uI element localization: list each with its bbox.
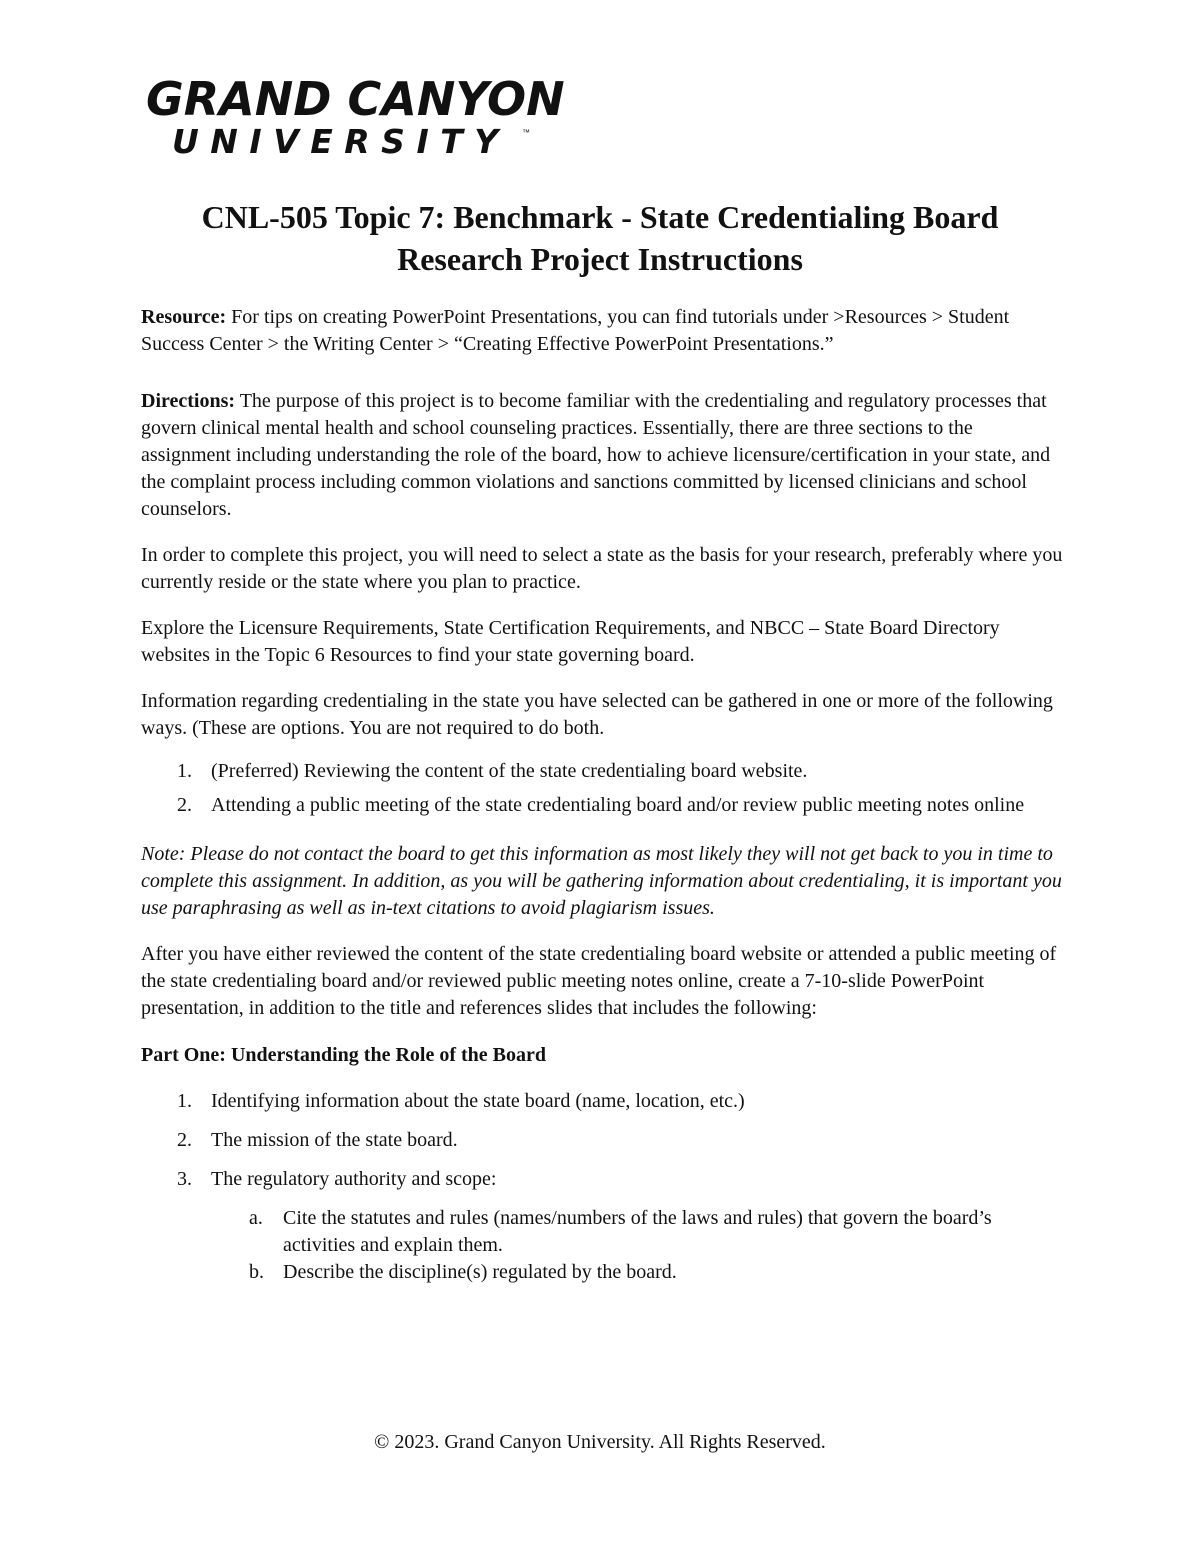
list-item — [141, 756, 1066, 786]
list-item — [141, 1166, 1066, 1286]
copyright-footer: © 2023. Grand Canyon University. All Rights Reserved. — [374, 1431, 826, 1453]
list-item-text: The mission of the state board. — [211, 1129, 458, 1151]
list-item-text: (Preferred) Reviewing the content of the state credentialing board website. — [211, 760, 808, 782]
directions-label: Directions: — [141, 390, 236, 412]
title-line-1: CNL-505 Topic 7: Benchmark - State Credentialing Board — [201, 199, 999, 235]
logo-wordmark-top: GRAND CANYON — [146, 72, 565, 126]
state-selection-paragraph: In order to complete this project, you will need to select a state as the basis for your research, preferably where you currently reside or the state where you plan to practice. — [141, 544, 1063, 593]
document-title — [60, 196, 1140, 280]
list-item — [141, 1088, 1066, 1115]
list-number: 2. — [177, 794, 192, 816]
resource-label: Resource: — [141, 306, 227, 328]
trademark-symbol: ™ — [522, 128, 530, 137]
document-body — [141, 304, 1066, 1298]
sub-list — [211, 1205, 1066, 1286]
sub-list-letter: b. — [249, 1261, 264, 1283]
options-list — [141, 756, 1066, 820]
resource-text: For tips on creating PowerPoint Presentations, you can find tutorials under >Resources > Student Success Center > the Writing Center > “Creating Effective PowerPoint Presentations.” — [141, 306, 1010, 355]
logo-wordmark-bottom: UNIVERSITY — [172, 122, 510, 161]
title-line-2: Research Project Instructions — [397, 241, 803, 277]
sub-list-letter: a. — [249, 1207, 263, 1229]
list-number: 1. — [177, 1090, 192, 1112]
university-logo — [146, 74, 566, 164]
sub-list-item — [211, 1205, 1066, 1259]
list-number: 3. — [177, 1168, 192, 1190]
after-paragraph: After you have either reviewed the content of the state credentialing board website or attended a public meeting of the state credentialing board and/or reviewed public meeting notes online, create a 7-10-slide PowerPoint presentation, in addition to the title and references slides that includes the following: — [141, 943, 1057, 1019]
list-number: 1. — [177, 760, 192, 782]
information-paragraph: Information regarding credentialing in the state you have selected can be gathered in one or more of the following ways. (These are options. You are not required to do both. — [141, 690, 1053, 739]
part-one-list — [141, 1088, 1066, 1286]
sub-list-item-text: Describe the discipline(s) regulated by the board. — [283, 1261, 677, 1283]
explore-paragraph: Explore the Licensure Requirements, State Certification Requirements, and NBCC – State Board Directory websites in the Topic 6 Resources to find your state governing board. — [141, 617, 1000, 666]
directions-paragraph — [141, 388, 1066, 523]
sub-list-item-text: Cite the statutes and rules (names/numbers of the laws and rules) that govern the board’s activities and explain them. — [283, 1207, 992, 1256]
note-paragraph: Note: Please do not contact the board to get this information as most likely they will not get back to you in time to complete this assignment. In addition, as you will be gathering information about credentialing, it is important you use paraphrasing as well as in-text citations to avoid plagiarism issues. — [141, 843, 1062, 919]
list-item — [141, 1127, 1066, 1154]
part-one-heading: Part One: Understanding the Role of the Board — [141, 1044, 546, 1066]
directions-text: The purpose of this project is to become familiar with the credentialing and regulatory processes that govern clinical mental health and school counseling practices. Essentially, there are three sections to the assignment including understanding the role of the board, how to achieve licensure/certification in your state, and the complaint process including common violations and sanctions committed by licensed clinicians and school counselors. — [141, 390, 1051, 520]
resource-paragraph — [141, 304, 1066, 358]
list-item-text: Attending a public meeting of the state credentialing board and/or review public meeting notes online — [211, 794, 1025, 816]
sub-list-item — [211, 1259, 1066, 1286]
list-item-text: Identifying information about the state board (name, location, etc.) — [211, 1090, 745, 1112]
list-item — [141, 790, 1066, 820]
list-item-text: The regulatory authority and scope: — [211, 1168, 497, 1190]
list-number: 2. — [177, 1129, 192, 1151]
